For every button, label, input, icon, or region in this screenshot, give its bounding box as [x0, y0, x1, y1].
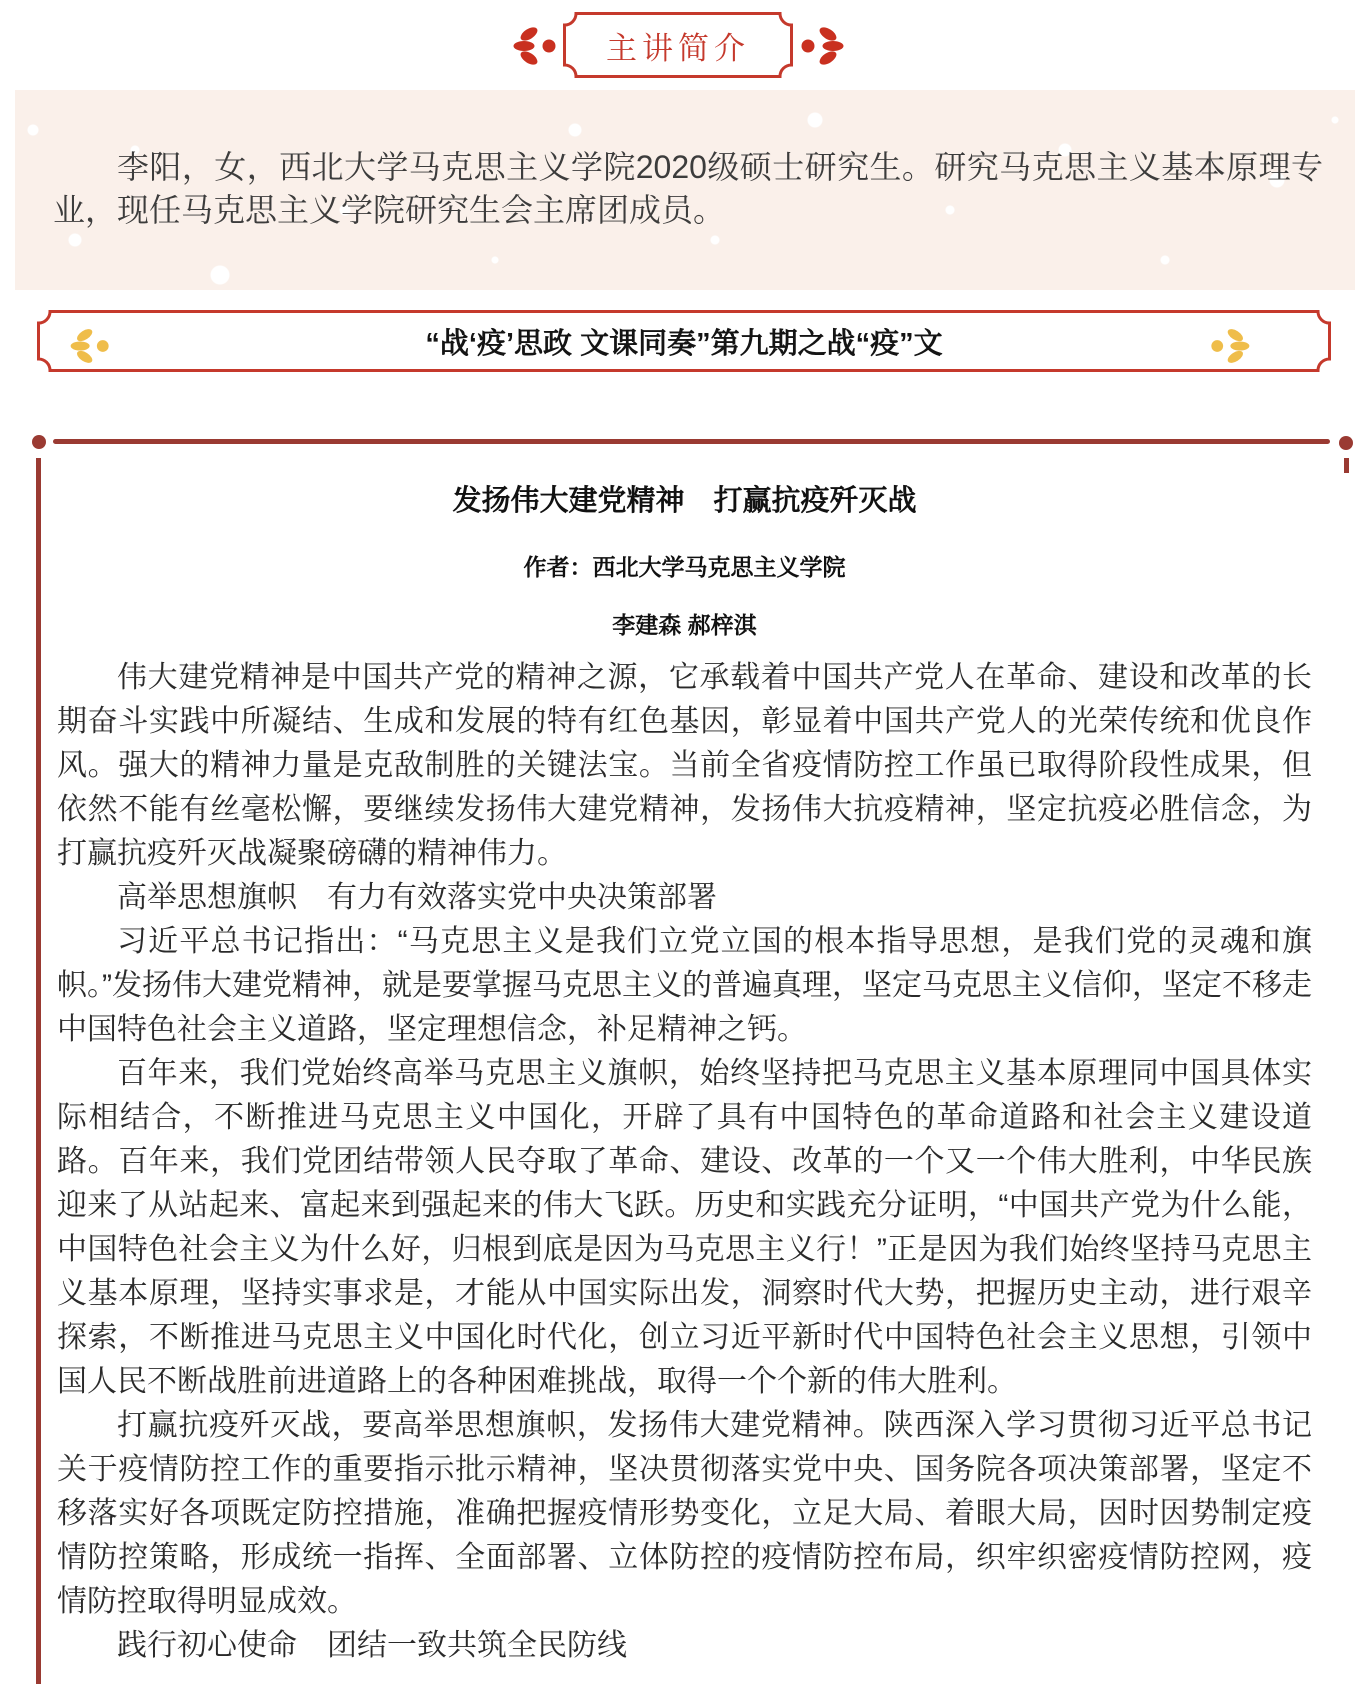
speaker-bio-panel	[15, 90, 1355, 290]
divider-dot-left	[32, 435, 46, 449]
article-paragraph: 打赢抗疫歼灭战，要高举思想旗帜，发扬伟大建党精神。陕西深入学习贯彻习近平总书记关于疫情防控工作的重要指示批示精神，坚决贯彻落实党中央、国务院各项决策部署，坚定不移落实好各项既定防控措施，准确把握疫情形势变化，立足大局、着眼大局，因时因势制定疫情防控策略，形成统一指挥、全面部署、立体防控的疫情防控布局，织牢织密疫情防控网，疫情防控取得明显成效。	[57, 1409, 1312, 1618]
petal-decoration-icon	[798, 25, 844, 67]
article-paragraph: 百年来，我们党始终高举马克思主义旗帜，始终坚持把马克思主义基本原理同中国具体实际相结合，不断推进马克思主义中国化，开辟了具有中国特色的革命道路和社会主义建设道路。百年来，我们党团结带领人民夺取了革命、建设、改革的一个又一个伟大胜利，中华民族迎来了从站起来、富起来到强起来的伟大飞跃。历史和实践充分证明，“中国共产党为什么能，中国特色社会主义为什么好，归根到底是因为马克思主义行！”正是因为我们始终坚持马克思主义基本原理，坚持实事求是，才能从中国实际出发，洞察时代大势，把握历史主动，进行艰辛探索，不断推进马克思主义中国化时代化，创立习近平新时代中国特色社会主义思想，引领中国人民不断战胜前进道路上的各种困难挑战，取得一个个新的伟大胜利。	[57, 1057, 1312, 1398]
divider-line	[53, 439, 1330, 444]
petal-decoration-icon	[513, 25, 559, 67]
badge-label: 主讲简介	[606, 30, 750, 66]
article-title: 发扬伟大建党精神 打赢抗疫歼灭战	[452, 485, 917, 517]
article-subheading: 践行初心使命 团结一致共筑全民防线	[117, 1629, 627, 1662]
article-paragraph: 习近平总书记指出：“马克思主义是我们立党立国的根本指导思想，是我们党的灵魂和旗帜。”发扬伟大建党精神，就是要掌握马克思主义的普遍真理，坚定马克思主义信仰，坚定不移走中国特色社会主义道路，坚定理想信念，补足精神之钙。	[57, 925, 1312, 1046]
article-authors: 李建森 郝梓淇	[612, 612, 757, 638]
article-subheading: 高举思想旗帜 有力有效落实党中央决策部署	[117, 881, 717, 914]
article-body	[57, 656, 1312, 1668]
article-byline: 作者：西北大学马克思主义学院	[523, 554, 846, 580]
divider-dot-right	[1339, 436, 1353, 450]
left-border-line	[36, 458, 41, 1684]
speaker-bio-text: 李阳，女，西北大学马克思主义学院2020级硕士研究生。研究马克思主义基本原理专业，现任马克思主义学院研究生会主席团成员。	[53, 149, 1323, 228]
article-paragraph: 伟大建党精神是中国共产党的精神之源，它承载着中国共产党人在革命、建设和改革的长期奋斗实践中所凝结、生成和发展的特有红色基因，彰显着中国共产党人的光荣传统和优良作风。强大的精神力量是克敌制胜的关键法宝。当前全省疫情防控工作虽已取得阶段性成果，但依然不能有丝毫松懈，要继续发扬伟大建党精神，发扬伟大抗疫精神，坚定抗疫必胜信念，为打赢抗疫歼灭战凝聚磅礴的精神伟力。	[57, 661, 1312, 870]
series-banner	[37, 310, 1331, 372]
article-content	[57, 445, 1312, 1668]
right-border-tick	[1344, 458, 1349, 473]
section-badge	[563, 12, 793, 78]
series-banner-title: “战‘疫’思政 文课同奏”第九期之战“疫”文	[425, 327, 943, 360]
